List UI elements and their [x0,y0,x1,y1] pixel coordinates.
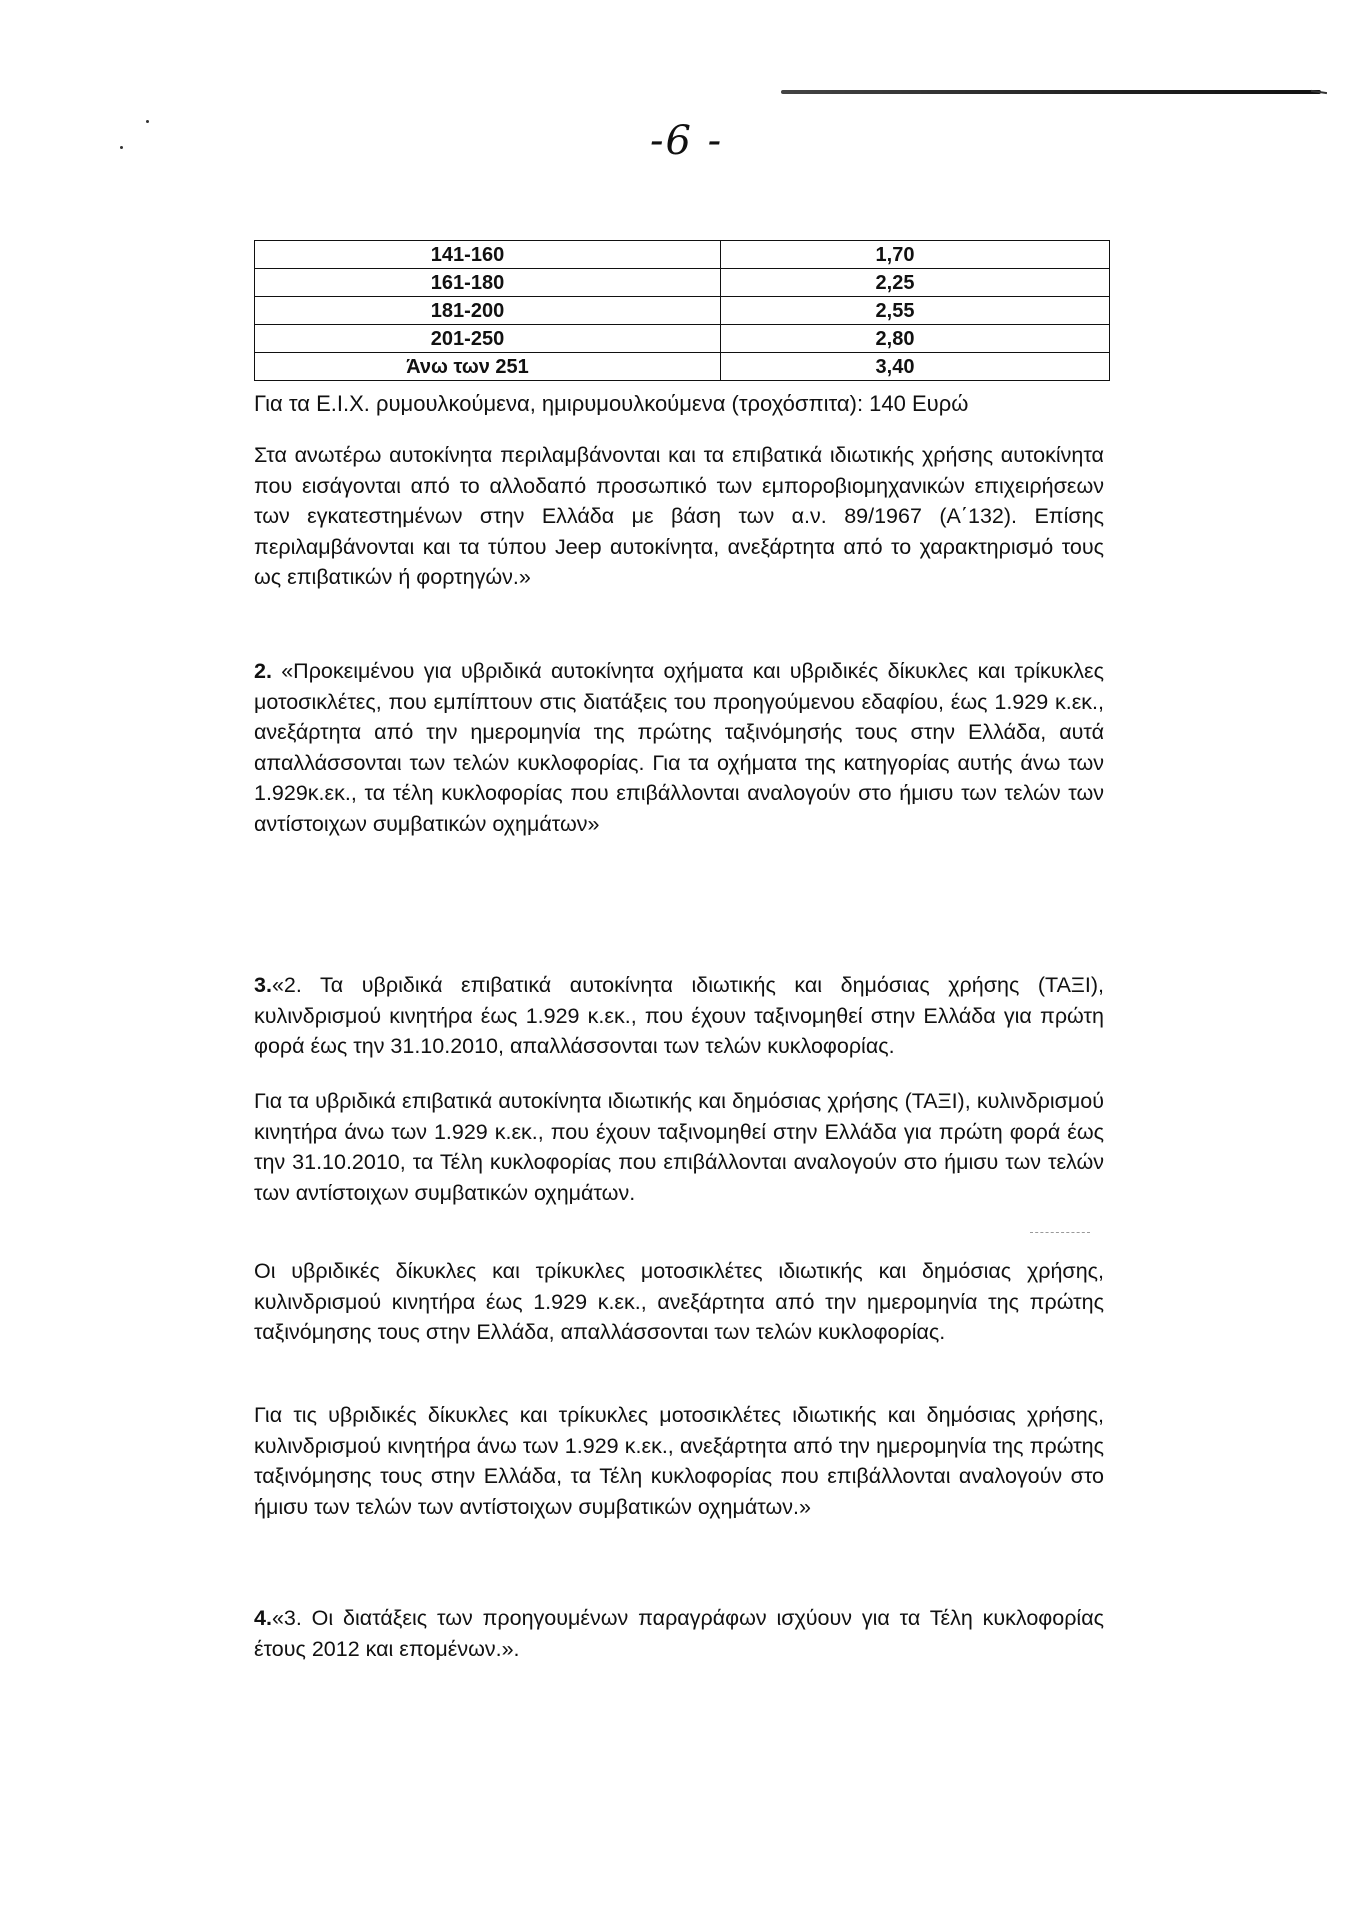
trailer-note: Για τα Ε.Ι.Χ. ρυμουλκούμενα, ημιρυμουλκούμενα (τροχόσπιτα): 140 Ευρώ [254,391,969,416]
paragraph-number: 3. [254,973,272,997]
fee-table [254,240,1110,381]
range-cell: 141-160 [255,241,721,269]
range-cell: 161-180 [255,269,721,297]
paragraph-text: «Προκειμένου για υβριδικά αυτοκίνητα οχήματα και υβριδικές δίκυκλες και τρίκυκλες μοτοσικλέτες, που εμπίπτουν στις διατάξεις του προηγούμενου εδαφίου, έως 1.929 κ.εκ., ανεξάρτητα από την ημερομηνία της πρώτης ταξινόμησής τους στην Ελλάδα, αυτά απαλλάσσονται των τελών κυκλοφορίας. Για τα οχήματα της κατηγορίας αυτής άνω των 1.929κ.εκ., τα τέλη κυκλοφορίας που επιβάλλονται αναλογούν στο ήμισυ των τελών των αντίστοιχων συμβατικών οχημάτων» [254,659,1104,836]
rate-cell: 2,80 [721,325,1110,353]
table-row [255,297,1110,325]
scan-speck [120,146,123,149]
paragraph-number: 2. [254,659,272,683]
paragraph-2 [254,656,1104,839]
rate-cell: 2,55 [721,297,1110,325]
table-row [255,269,1110,297]
range-cell: 181-200 [255,297,721,325]
table-row [255,353,1110,381]
page-number: -6 - [650,118,724,164]
paragraph-text: «2. Τα υβριδικά επιβατικά αυτοκίνητα ιδιωτικής και δημόσιας χρήσης (ΤΑΞΙ), κυλινδρισμού κινητήρα έως 1.929 κ.εκ., που έχουν ταξινομηθεί στην Ελλάδα για πρώτη φορά έως την 31.10.2010, απαλλάσσονται των τελών κυκλοφορίας. [254,973,1104,1058]
rate-cell: 1,70 [721,241,1110,269]
range-cell: 201-250 [255,325,721,353]
paragraph-text: Στα ανωτέρω αυτοκίνητα περιλαμβάνονται και τα επιβατικά ιδιωτικής χρήσης αυτοκίνητα που εισάγονται από το αλλοδαπό προσωπικό των εμποροβιομηχανικών επιχειρήσεων των εγκατεστημένων στην Ελλάδα με βάση των α.ν. 89/1967 (Α΄132). Επίσης περιλαμβάνονται και τα τύπου Jeep αυτοκίνητα, ανεξάρτητα από το χαρακτηρισμό τους ως επιβατικών ή φορτηγών.» [254,443,1104,589]
scan-speck [146,120,149,123]
paragraph-1 [254,440,1104,593]
paragraph-text: «3. Οι διατάξεις των προηγουμένων παραγράφων ισχύουν για τα Τέλη κυκλοφορίας έτους 2012 και επομένων.». [254,1606,1104,1661]
paragraph-number: 4. [254,1606,272,1630]
rate-cell: 3,40 [721,353,1110,381]
paragraph-text: Για τις υβριδικές δίκυκλες και τρίκυκλες μοτοσικλέτες ιδιωτικής και δημόσιας χρήσης, κυλινδρισμού κινητήρα άνω των 1.929 κ.εκ., ανεξάρτητα από την ημερομηνία της πρώτης ταξινόμησης τους στην Ελλάδα, τα Τέλη κυκλοφορίας που επιβάλλονται αναλογούν στο ήμισυ των τελών των αντίστοιχων συμβατικών οχημάτων.» [254,1403,1104,1519]
paragraph-text: Οι υβριδικές δίκυκλες και τρίκυκλες μοτοσικλέτες ιδιωτικής και δημόσιας χρήσης, κυλινδρισμού κινητήρα έως 1.929 κ.εκ., ανεξάρτητα από την ημερομηνία της πρώτης ταξινόμησης τους στην Ελλάδα, απαλλάσσονται των τελών κυκλοφορίας. [254,1259,1104,1344]
table-row [255,241,1110,269]
scan-mark [1030,1232,1090,1235]
paragraph-5 [254,1256,1104,1348]
paragraph-4 [254,1086,1104,1208]
paragraph-3 [254,970,1104,1062]
header-rule [781,90,1321,94]
paragraph-7 [254,1603,1104,1664]
paragraph-6 [254,1400,1104,1522]
paragraph-text: Για τα υβριδικά επιβατικά αυτοκίνητα ιδιωτικής και δημόσιας χρήσης (ΤΑΞΙ), κυλινδρισμού κινητήρα άνω των 1.929 κ.εκ., που έχουν ταξινομηθεί στην Ελλάδα για πρώτη φορά έως την 31.10.2010, τα Τέλη κυκλοφορίας που επιβάλλονται αναλογούν στο ήμισυ των τελών των αντίστοιχων συμβατικών οχημάτων. [254,1089,1104,1205]
table-row [255,325,1110,353]
range-cell: Άνω των 251 [255,353,721,381]
rate-cell: 2,25 [721,269,1110,297]
